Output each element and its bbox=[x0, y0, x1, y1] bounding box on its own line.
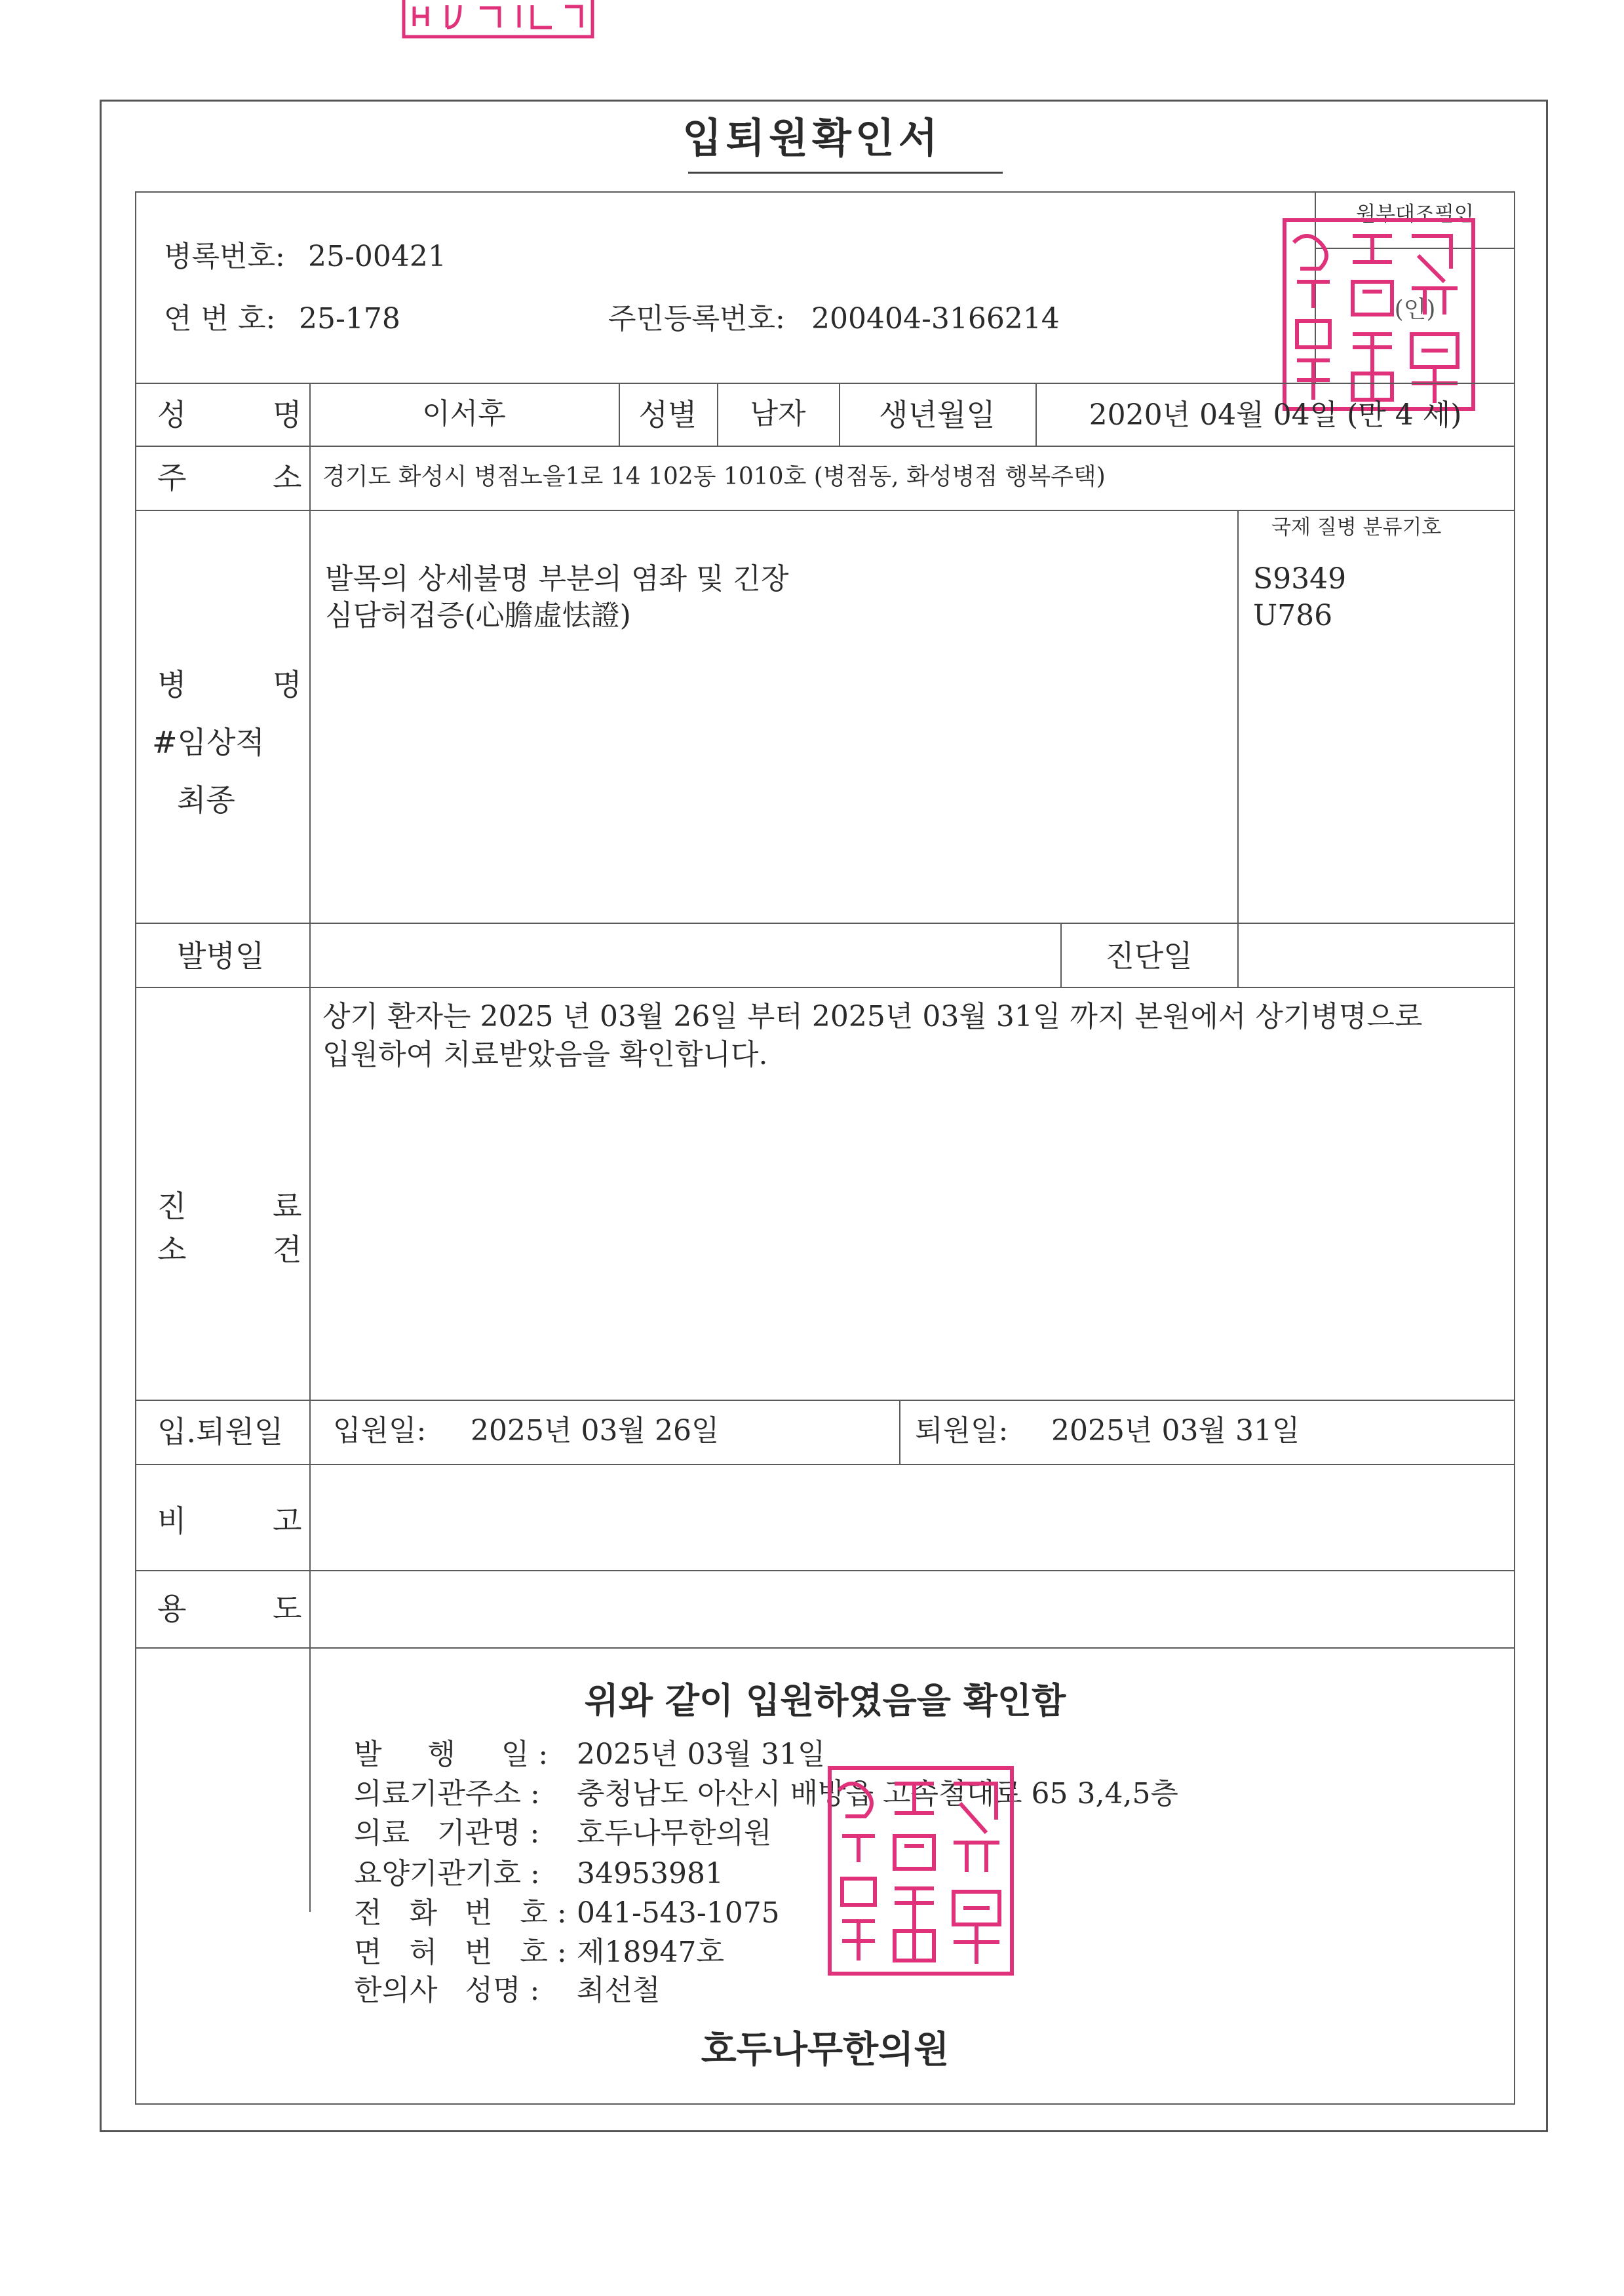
dob-label: 생년월일 bbox=[879, 397, 996, 432]
clinic-signature-name: 호두나무한의원 bbox=[701, 2028, 950, 2071]
care-code-label: 요양기관기호 : bbox=[354, 1857, 540, 1890]
issue-date: 2025년 03월 31일 bbox=[577, 1738, 826, 1771]
col-line bbox=[899, 1400, 900, 1464]
patient-name: 이서후 bbox=[422, 397, 506, 430]
row-line bbox=[135, 1647, 1515, 1649]
diagnosis-label: 병 명 bbox=[157, 667, 302, 702]
discharge-date: 2025년 03월 31일 bbox=[1051, 1414, 1300, 1447]
confirm-statement: 위와 같이 입원하였음을 확인함 bbox=[584, 1679, 1066, 1721]
diagnosis-line-1: 발목의 상세불명 부분의 염좌 및 긴장 bbox=[325, 562, 789, 596]
original-verify-label: 원부대조필인 bbox=[1356, 202, 1474, 226]
chart-no-label: 병록번호: bbox=[164, 240, 285, 273]
row-line bbox=[135, 383, 1515, 384]
title-underline bbox=[688, 172, 1003, 174]
clinic-name-label: 의료 기관명 : bbox=[354, 1816, 540, 1850]
row-line bbox=[135, 1400, 1515, 1401]
col-line bbox=[1237, 923, 1239, 987]
clinic-seal-footer bbox=[826, 1764, 1016, 1978]
clinic-address: 충청남도 아산시 배방읍 고속철대로 65 3,4,5층 bbox=[577, 1777, 1178, 1810]
opinion-text-1: 상기 환자는 2025 년 03월 26일 부터 2025년 03월 31일 까지 본원에서 상기병명으로 bbox=[322, 1000, 1423, 1033]
icd-code-1: S9349 bbox=[1253, 562, 1347, 596]
doctor-name: 최선철 bbox=[577, 1974, 661, 2007]
admit-date: 2025년 03월 26일 bbox=[471, 1414, 720, 1447]
row-line bbox=[135, 510, 1515, 511]
opinion-text-2: 입원하여 치료받았음을 확인합니다. bbox=[322, 1038, 768, 1071]
resident-no-label: 주민등록번호: bbox=[608, 302, 785, 335]
care-code: 34953981 bbox=[577, 1857, 724, 1890]
col-line bbox=[1237, 510, 1239, 923]
license-no: 제18947호 bbox=[577, 1936, 724, 1969]
clinic-name: 호두나무한의원 bbox=[577, 1816, 772, 1850]
serial-no: 25-178 bbox=[299, 302, 400, 335]
address-label: 주 소 bbox=[157, 460, 302, 495]
doctor-label: 한의사 성명 : bbox=[354, 1974, 540, 2007]
serial-label: 연 번 호: bbox=[164, 302, 276, 335]
row-line bbox=[135, 923, 1515, 924]
icd-code-2: U786 bbox=[1253, 599, 1333, 632]
patient-dob: 2020년 04월 04일 (만 4 세) bbox=[1089, 398, 1462, 432]
row-line bbox=[135, 1464, 1515, 1465]
row-line bbox=[135, 1570, 1515, 1571]
final-label: 최종 bbox=[177, 782, 235, 818]
resident-no: 200404-3166214 bbox=[811, 302, 1060, 335]
issue-date-label: 발 행 일 : bbox=[354, 1738, 549, 1771]
opinion-label-1: 진 료 bbox=[157, 1189, 302, 1224]
icd-code-header: 국제 질병 분류기호 bbox=[1271, 516, 1442, 539]
sex-label: 성별 bbox=[638, 397, 697, 432]
row-line bbox=[135, 987, 1515, 988]
address-value: 경기도 화성시 병점노을1로 14 102동 1010호 (병점동, 화성병점 행복주택) bbox=[322, 463, 1106, 490]
patient-sex: 남자 bbox=[750, 397, 806, 430]
remarks-label: 비 고 bbox=[157, 1503, 302, 1539]
clinical-label: #임상적 bbox=[152, 725, 265, 760]
document-title: 입퇴원확인서 bbox=[682, 114, 942, 162]
license-label: 면 허 번 호 : bbox=[354, 1936, 567, 1969]
clinic-address-label: 의료기관주소 : bbox=[354, 1777, 540, 1810]
purpose-label: 용 도 bbox=[157, 1591, 302, 1626]
onset-label: 발병일 bbox=[177, 938, 265, 974]
name-label: 성 명 bbox=[157, 397, 302, 432]
discharge-label: 퇴원일: bbox=[915, 1414, 1009, 1447]
seal-mark: (인) bbox=[1394, 296, 1436, 323]
phone: 041-543-1075 bbox=[577, 1896, 780, 1930]
top-partial-stamp bbox=[401, 0, 595, 43]
diagnosis-line-2: 심담허겁증(心膽虛怯證) bbox=[325, 599, 631, 632]
chart-no: 25-00421 bbox=[308, 240, 446, 273]
phone-label: 전 화 번 호 : bbox=[354, 1896, 567, 1930]
diag-date-label: 진단일 bbox=[1105, 938, 1193, 974]
row-line bbox=[135, 446, 1515, 447]
opinion-label-2: 소 견 bbox=[157, 1232, 302, 1267]
admit-label: 입원일: bbox=[333, 1414, 427, 1447]
stay-label: 입.퇴원일 bbox=[157, 1414, 284, 1449]
